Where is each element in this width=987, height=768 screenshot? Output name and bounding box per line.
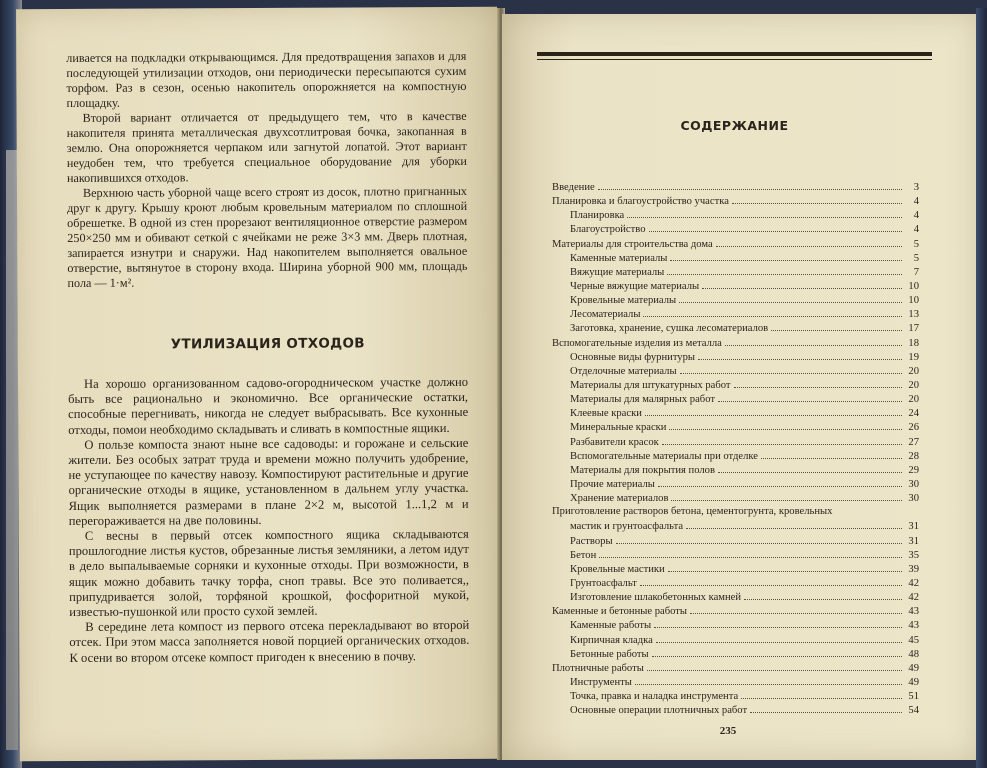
- toc-entry-title: Основные операции плотничных работ: [570, 705, 748, 717]
- toc-leader-dots: [649, 222, 903, 232]
- toc-entry: [552, 505, 919, 519]
- toc-entry-page: 54: [908, 705, 919, 717]
- toc-leader-dots: [718, 463, 902, 473]
- toc-leader-dots: [744, 590, 902, 600]
- toc-entry-title: Отделочные материалы: [570, 365, 677, 377]
- toc-entry-page: 3: [913, 182, 919, 193]
- toc-entry: [552, 293, 919, 307]
- toc-entry: [552, 604, 919, 618]
- toc-entry-title: Грунтоасфальт: [570, 577, 637, 589]
- toc-entry-page: 10: [908, 295, 919, 307]
- toc-entry-page: 48: [908, 648, 919, 660]
- toc-entry-title: Планировка: [570, 210, 625, 222]
- toc-entry-page: 29: [908, 464, 919, 476]
- toc-entry-title: Изготовление шлакобетонных камней: [570, 592, 742, 604]
- toc-entry: [552, 562, 919, 576]
- toc-entry-title: Плотничные работы: [552, 662, 644, 674]
- toc-entry-title: Бетон: [570, 549, 597, 561]
- toc-entry: [552, 463, 919, 477]
- toc-leader-dots: [671, 491, 902, 501]
- toc-entry: [552, 661, 919, 675]
- toc-entry: [552, 279, 919, 293]
- toc-entry-title: Минеральные краски: [570, 422, 667, 434]
- toc-entry-title: Инструменты: [570, 676, 632, 688]
- toc-entry: [552, 265, 919, 279]
- toc-entry-page: 28: [908, 450, 919, 462]
- toc-entry: [552, 633, 919, 647]
- right-page: [502, 14, 978, 760]
- toc-entry: [552, 307, 919, 321]
- toc-entry: [552, 251, 919, 265]
- toc-entry-page: 20: [908, 394, 919, 406]
- toc-leader-dots: [732, 194, 902, 204]
- toc-entry-page: 20: [908, 365, 919, 377]
- header-rule: [537, 52, 932, 56]
- toc-entry-page: 19: [908, 351, 919, 363]
- table-of-contents: [552, 180, 919, 717]
- toc-leader-dots: [680, 364, 902, 374]
- toc-entry-page: 10: [908, 280, 919, 292]
- toc-entry-page: 30: [908, 478, 919, 490]
- toc-entry-page: 43: [908, 606, 919, 618]
- toc-leader-dots: [599, 548, 902, 558]
- toc-entry-title: Материалы для штукатурных работ: [570, 379, 731, 391]
- toc-entry-page: 18: [908, 337, 919, 349]
- paragraph: Второй вариант отличается от предыдущего тем, что в качестве накопителя принята металлическая двухсотлитровая бочка, закопанная в землю. Она опорожняется черпаком или загнутой лопатой. Этот вариант неудобен тем, что требуется специальное оборудование для уборки накопившихся отходов.: [66, 108, 467, 186]
- toc-entry: [552, 208, 919, 222]
- toc-entry: [552, 548, 919, 562]
- toc-leader-dots: [645, 406, 902, 416]
- toc-entry-title: Кровельные мастики: [570, 563, 665, 575]
- toc-leader-dots: [698, 350, 902, 360]
- toc-entry: [552, 406, 919, 420]
- toc-leader-dots: [679, 293, 902, 303]
- toc-entry-page: 39: [908, 563, 919, 575]
- toc-entry: [552, 477, 919, 491]
- toc-leader-dots: [750, 703, 902, 713]
- toc-entry-title: Приготовление растворов бетона, цементогрунта, кровельных: [552, 506, 833, 518]
- toc-entry-title: Вяжущие материалы: [570, 266, 665, 278]
- toc-entry-title: Материалы для строительства дома: [552, 238, 713, 250]
- toc-leader-dots: [725, 336, 902, 346]
- toc-entry: [552, 519, 919, 533]
- toc-leader-dots: [662, 435, 902, 445]
- toc-leader-dots: [668, 562, 902, 572]
- toc-leader-dots: [643, 307, 902, 317]
- toc-entry-page: 4: [913, 210, 919, 222]
- section-heading: УТИЛИЗАЦИЯ ОТХОДОВ: [170, 335, 365, 353]
- toc-leader-dots: [627, 208, 902, 218]
- toc-entry: [552, 420, 919, 434]
- toc-entry: [552, 194, 919, 208]
- toc-entry: [552, 350, 919, 364]
- toc-entry-title: мастик и грунтоасфальта: [570, 521, 684, 533]
- toc-title: СОДЕРЖАНИЕ: [680, 118, 789, 133]
- toc-leader-dots: [652, 647, 902, 657]
- toc-entry: [552, 491, 919, 505]
- toc-leader-dots: [741, 689, 902, 699]
- paragraph: С весны в первый отсек компостного ящика складываются прошлогодние листья кустов, обрезанные листья земляники, а летом идут в дело выпалываемые сорняки и кухонные отходы. При возможности, в ящик можно добавить тачку торфа, сноп травы. Все это поливается,, припудривается золой, торфяной крошкой, фосфоритной мукой, известью-пушонкой или просто сухой землей.: [68, 526, 470, 620]
- page-number: 235: [719, 725, 737, 737]
- toc-entry-page: 49: [908, 676, 919, 688]
- paragraph: На хорошо организованном садово-огородническом участке должно быть все рационально и экономично. Все органические остатки, способные перегнивать, никогда не следует выбрасывать. Все кухонные отходы, помои необходимо складывать и сливать в компостные ящики.: [68, 374, 469, 437]
- toc-entry: [552, 703, 919, 717]
- toc-entry-page: 7: [913, 266, 919, 278]
- toc-entry-page: 45: [908, 634, 919, 646]
- toc-leader-dots: [718, 392, 902, 402]
- toc-leader-dots: [690, 604, 902, 614]
- toc-entry-title: Основные виды фурнитуры: [570, 351, 696, 363]
- toc-entry-page: 20: [908, 379, 919, 391]
- toc-entry: [552, 449, 919, 463]
- toc-entry-title: Прочие материалы: [570, 478, 655, 490]
- toc-leader-dots: [640, 576, 902, 586]
- toc-entry: [552, 675, 919, 689]
- toc-leader-dots: [771, 321, 902, 331]
- toc-entry: [552, 364, 919, 378]
- toc-entry-title: Каменные работы: [570, 620, 652, 632]
- toc-entry: [552, 534, 919, 548]
- left-page: [16, 7, 501, 762]
- toc-entry-title: Лесоматериалы: [570, 309, 641, 321]
- toc-entry-page: 51: [908, 691, 919, 703]
- left-text-bottom: [68, 375, 470, 666]
- toc-entry-title: Материалы для малярных работ: [570, 394, 715, 406]
- toc-entry-page: 31: [908, 521, 919, 533]
- toc-entry-page: 27: [908, 436, 919, 448]
- toc-leader-dots: [761, 449, 902, 459]
- toc-entry-title: Кровельные материалы: [570, 295, 677, 307]
- toc-entry-page: 24: [908, 408, 919, 420]
- toc-entry-title: Благоустройство: [570, 224, 646, 236]
- page-edges-left: [6, 150, 18, 750]
- toc-leader-dots: [702, 279, 902, 289]
- toc-entry-page: 43: [908, 620, 919, 632]
- paragraph: В середине лета компост из первого отсека перекладывают во второй отсек. При этом масса заполняется новой порцией органических отходов. К осени во втором отсеке компост пригоден к внесению в почву.: [69, 618, 470, 665]
- toc-entry-title: Заготовка, хранение, сушка лесоматериалов: [570, 323, 769, 335]
- toc-entry-page: 42: [908, 577, 919, 589]
- toc-entry-page: 30: [908, 493, 919, 505]
- toc-leader-dots: [716, 237, 902, 247]
- toc-leader-dots: [734, 378, 902, 388]
- paragraph: ливается на подкладки открывающимся. Для предотвращения запахов и для последующей утилизации отходов, они периодически пересыпаются сухим торфом. Раз в сезон, осенью накопитель опорожняется на компостную площадку.: [66, 48, 467, 111]
- toc-leader-dots: [669, 420, 902, 430]
- toc-entry: [552, 618, 919, 632]
- toc-entry-page: 5: [913, 238, 919, 250]
- toc-entry-title: Вспомогательные материалы при отделке: [570, 450, 758, 462]
- toc-entry-page: 5: [913, 252, 919, 264]
- toc-entry: [552, 647, 919, 661]
- toc-entry-title: Бетонные работы: [570, 648, 649, 660]
- toc-entry: [552, 222, 919, 236]
- toc-entry: [552, 576, 919, 590]
- toc-entry-title: Точка, правка и наладка инструмента: [570, 691, 739, 703]
- toc-entry-page: 31: [908, 535, 919, 547]
- toc-entry-page: 4: [913, 224, 919, 236]
- toc-entry-title: Планировка и благоустройство участка: [552, 196, 729, 208]
- left-text-top: [66, 49, 467, 291]
- toc-entry-title: Вспомогательные изделия из металла: [552, 337, 722, 349]
- toc-entry: [552, 689, 919, 703]
- toc-entry: [552, 378, 919, 392]
- book-cover-right: [976, 8, 987, 768]
- toc-entry-title: Хранение материалов: [570, 493, 669, 505]
- toc-entry: [552, 590, 919, 604]
- toc-leader-dots: [667, 265, 902, 275]
- toc-entry-title: Клеевые краски: [570, 408, 642, 420]
- toc-entry: [552, 321, 919, 335]
- toc-entry-title: Введение: [552, 182, 595, 193]
- toc-entry-page: 13: [908, 309, 919, 321]
- toc-entry-title: Разбавители красок: [570, 436, 659, 448]
- toc-entry: [552, 336, 919, 350]
- toc-entry-page: 4: [913, 196, 919, 208]
- paragraph: Верхнюю часть уборной чаще всего строят из досок, плотно пригнанных друг к другу. Крышу кроют любым кровельным материалом по сплошной обрешетке. В одной из стен прорезают вентиляционное отверстие размером 250×250 мм и обивают сеткой с ячейками не реже 3×3 мм. Дверь плотная, запирается изнутри и снаружи. Над накопителем выполняется овальное отверстие, вытянутое в сторону входа. Ширина уборной 900 мм, площадь пола — 1·м².: [67, 183, 468, 290]
- toc-entry-title: Черные вяжущие материалы: [570, 280, 700, 292]
- toc-entry-page: 42: [908, 592, 919, 604]
- toc-entry: [552, 237, 919, 251]
- toc-entry-title: Каменные и бетонные работы: [552, 606, 687, 618]
- toc-leader-dots: [658, 477, 902, 487]
- toc-entry-title: Материалы для покрытия полов: [570, 464, 715, 476]
- toc-entry-title: Каменные материалы: [570, 252, 668, 264]
- header-rule-thin: [537, 59, 932, 60]
- toc-entry: [552, 392, 919, 406]
- toc-leader-dots: [647, 661, 902, 671]
- toc-entry: [552, 180, 919, 194]
- toc-entry-title: Кирпичная кладка: [570, 634, 653, 646]
- toc-leader-dots: [616, 534, 902, 544]
- paragraph: О пользе компоста знают ныне все садоводы: и горожане и сельские жители. Без особых затрат труда и времени можно получить удобрение, не уступающее по качеству навозу. Компостируют растительные и другие органические отходы в ящике, установленном в дальнем углу участка. Ящик выполняется размерами в плане 2×2 м, высотой 1...1,2 м и перегораживается на две половины.: [68, 435, 469, 528]
- toc-entry-page: 17: [908, 323, 919, 335]
- toc-entry-page: 49: [908, 662, 919, 674]
- toc-entry: [552, 435, 919, 449]
- toc-leader-dots: [670, 251, 902, 261]
- toc-entry-page: 35: [908, 549, 919, 561]
- toc-entry-title: Растворы: [570, 535, 613, 547]
- toc-leader-dots: [654, 618, 902, 628]
- toc-leader-dots: [598, 180, 902, 190]
- toc-leader-dots: [656, 633, 902, 643]
- toc-leader-dots: [635, 675, 902, 685]
- toc-entry-page: 26: [908, 422, 919, 434]
- toc-leader-dots: [686, 519, 902, 529]
